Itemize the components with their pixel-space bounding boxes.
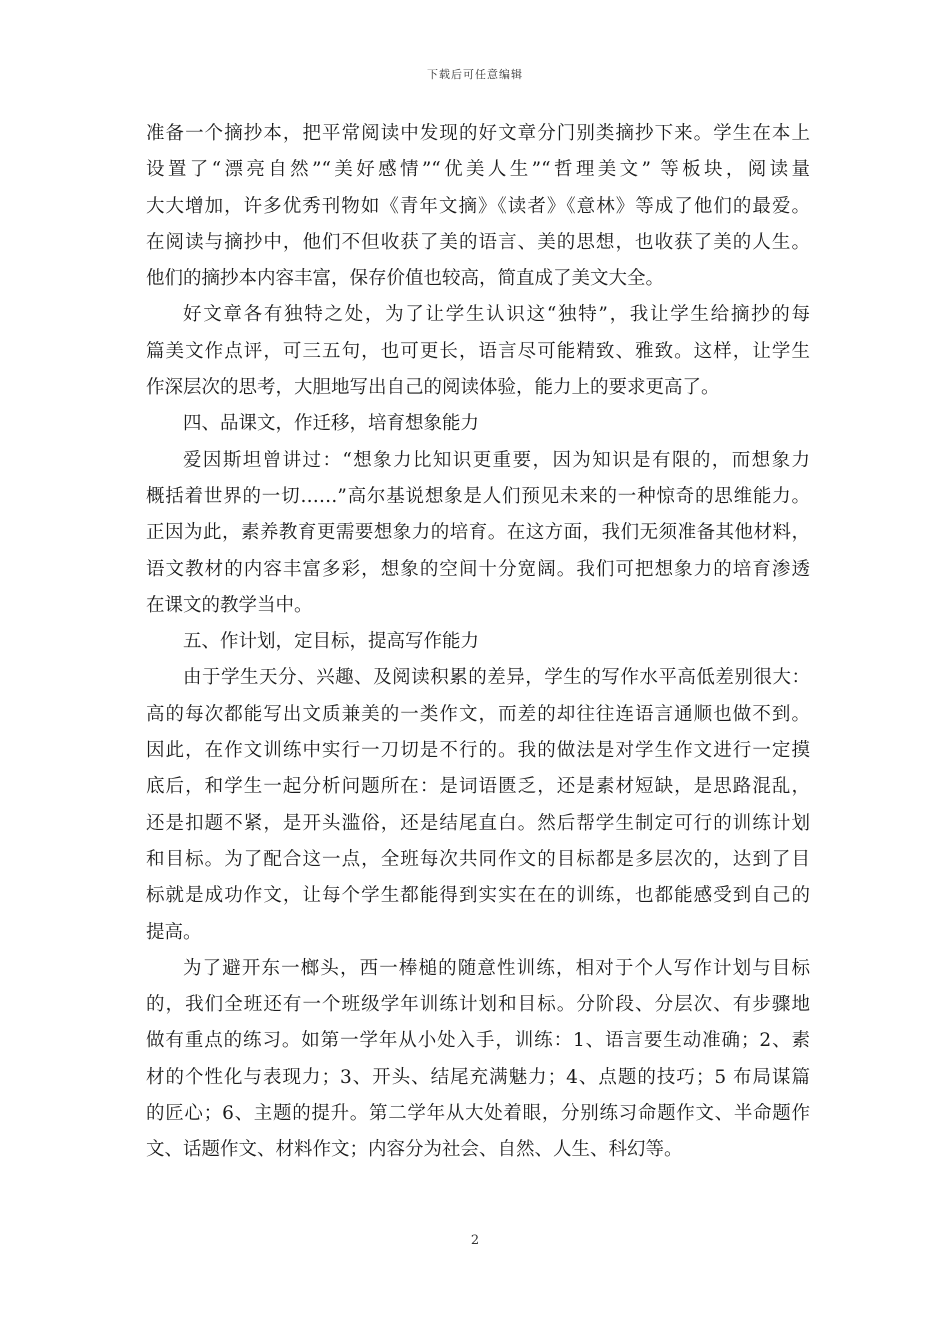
text-line: 的，我们全班还有一个班级学年训练计划和目标。分阶段、分层次、有步骤地 — [146, 994, 810, 1016]
section-heading: 五、作计划，定目标，提高写作能力 — [183, 631, 480, 653]
text-line: 他们的摘抄本内容丰富，保存价值也较高，简直成了美文大全。 — [146, 268, 665, 290]
text-line: 文、话题作文、材料作文；内容分为社会、自然、人生、科幻等。 — [146, 1139, 683, 1161]
text-line: 还是扣题不紧，是开头滥俗，还是结尾直白。然后帮学生制定可行的训练计划 — [146, 812, 810, 834]
text-line: 爱因斯坦曾讲过：“想象力比知识更重要，因为知识是有限的，而想象力 — [183, 449, 810, 471]
text-line: 提高。 — [146, 921, 202, 943]
text-line: 材的个性化与表现力；3、开头、结尾充满魅力；4、点题的技巧；5 布局谋篇 — [146, 1066, 810, 1088]
text-line: 正因为此，素养教育更需要想象力的培育。在这方面，我们无须准备其他材料， — [146, 522, 810, 544]
text-line: 在阅读与摘抄中，他们不但收获了美的语言、美的思想，也收获了美的人生。 — [146, 231, 810, 253]
text-line: 篇美文作点评，可三五句，也可更长，语言尽可能精致、雅致。这样，让学生 — [146, 340, 810, 362]
text-line: 大大增加，许多优秀刊物如《青年文摘》《读者》《意林》等成了他们的最爱。 — [146, 195, 810, 217]
page-header: 下载后可任意编辑 — [427, 68, 523, 81]
text-line: 语文教材的内容丰富多彩，想象的空间十分宽阔。我们可把想象力的培育渗透 — [146, 558, 810, 580]
text-line: 做有重点的练习。如第一学年从小处入手，训练：1、语言要生动准确；2、素 — [146, 1030, 810, 1052]
text-line: 底后，和学生一起分析问题所在：是词语匮乏，还是素材短缺，是思路混乱， — [146, 776, 810, 798]
text-line: 因此，在作文训练中实行一刀切是不行的。我的做法是对学生作文进行一定摸 — [146, 740, 810, 762]
body-text — [146, 116, 810, 1169]
text-line: 标就是成功作文，让每个学生都能得到实实在在的训练，也都能感受到自己的 — [146, 885, 810, 907]
text-line: 的匠心；6、主题的提升。第二学年从大处着眼，分别练习命题作文、半命题作 — [146, 1103, 810, 1125]
text-line: 准备一个摘抄本，把平常阅读中发现的好文章分门别类摘抄下来。学生在本上 — [146, 123, 810, 144]
section-heading: 四、品课文，作迁移，培育想象能力 — [183, 413, 480, 435]
page-number: 2 — [470, 1233, 480, 1248]
text-line: 作深层次的思考，大胆地写出自己的阅读体验，能力上的要求更高了。 — [146, 377, 720, 399]
text-line: 设置了“漂亮自然”“美好感情”“优美人生”“哲理美文” 等板块，阅读量 — [146, 159, 810, 181]
text-line: 为了避开东一榔头，西一棒槌的随意性训练，相对于个人写作计划与目标 — [183, 957, 810, 979]
text-line: 高的每次都能写出文质兼美的一类作文，而差的却往往连语言通顺也做不到。 — [146, 703, 810, 725]
text-line: 概括着世界的一切……”高尔基说想象是人们预见未来的一种惊奇的思维能力。 — [146, 485, 810, 507]
text-line: 和目标。为了配合这一点，全班每次共同作文的目标都是多层次的，达到了目 — [146, 848, 810, 870]
text-line: 在课文的教学当中。 — [146, 594, 313, 616]
text-line: 好文章各有独特之处，为了让学生认识这“独特”，我让学生给摘抄的每 — [183, 304, 810, 326]
text-line: 由于学生天分、兴趣、及阅读积累的差异，学生的写作水平高低差别很大： — [183, 667, 810, 689]
